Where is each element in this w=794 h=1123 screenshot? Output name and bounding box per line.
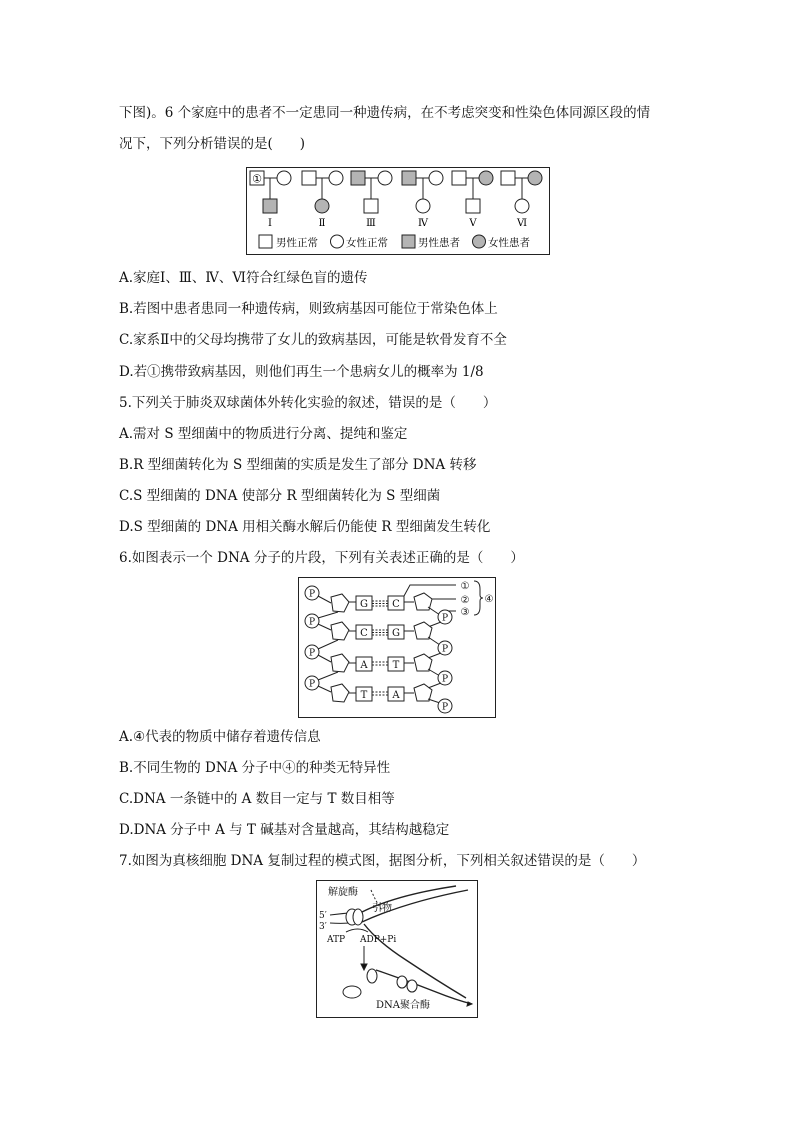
family-label-1: Ⅰ bbox=[268, 218, 272, 229]
svg-text:P: P bbox=[441, 613, 449, 624]
helicase-label: 解旋酶 bbox=[328, 887, 358, 898]
legend-male-affected: 男性患者 bbox=[418, 237, 460, 249]
label-2: ② bbox=[460, 595, 470, 606]
q4-stem-line2: 况下，下列分析错误的是( ) bbox=[119, 136, 306, 152]
legend-male-affected-icon bbox=[402, 235, 415, 248]
primer-label: 引物 bbox=[372, 903, 392, 914]
base-left-4: T bbox=[360, 690, 368, 701]
svg-text:P: P bbox=[308, 589, 316, 600]
base-right-3: T bbox=[392, 660, 400, 671]
label-3: ③ bbox=[460, 607, 470, 618]
label-4: ④ bbox=[484, 594, 494, 605]
q4-option-c: C.家系Ⅱ中的父母均携带了女儿的致病基因，可能是软骨发育不全 bbox=[119, 332, 507, 348]
legend-male-normal-icon bbox=[259, 235, 272, 248]
q4-option-d: D.若①携带致病基因，则他们再生一个患病女儿的概率为 1/8 bbox=[119, 364, 484, 380]
q6-option-a: A.④代表的物质中储存着遗传信息 bbox=[119, 729, 321, 745]
q4-option-a: A.家庭Ⅰ、Ⅲ、Ⅳ、Ⅵ符合红绿色盲的遗传 bbox=[119, 270, 368, 286]
base-right-1: C bbox=[392, 599, 400, 610]
q6-stem: 6.如图表示一个 DNA 分子的片段，下列有关表述正确的是（ ） bbox=[119, 550, 524, 566]
q4-option-b: B.若图中患者患同一种遗传病，则致病基因可能位于常染色体上 bbox=[119, 301, 498, 317]
proband-marker: ① bbox=[252, 172, 262, 186]
base-left-2: C bbox=[360, 628, 368, 639]
q6-option-c: C.DNA 一条链中的 A 数目一定与 T 数目相等 bbox=[119, 791, 395, 807]
family-label-4: Ⅳ bbox=[418, 218, 428, 229]
q5-option-c: C.S 型细菌的 DNA 使部分 R 型细菌转化为 S 型细菌 bbox=[119, 488, 441, 504]
q5-option-d: D.S 型细菌的 DNA 用相关酶水解后仍能使 R 型细菌发生转化 bbox=[119, 519, 491, 535]
legend-female-normal-icon bbox=[331, 235, 344, 248]
dna-fragment-figure bbox=[298, 577, 496, 718]
svg-text:P: P bbox=[441, 644, 449, 655]
q5-option-a: A.需对 S 型细菌中的物质进行分离、提纯和鉴定 bbox=[119, 426, 408, 442]
family-label-5: Ⅴ bbox=[469, 218, 477, 229]
svg-text:P: P bbox=[308, 648, 316, 659]
end-3-label: 3′ bbox=[319, 922, 327, 932]
svg-text:P: P bbox=[308, 679, 316, 690]
legend-female-affected-icon bbox=[473, 235, 486, 248]
base-right-4: A bbox=[392, 690, 400, 701]
q6-option-b: B.不同生物的 DNA 分子中④的种类无特异性 bbox=[119, 760, 391, 776]
legend-female-affected: 女性患者 bbox=[488, 237, 530, 249]
q5-option-b: B.R 型细菌转化为 S 型细菌的实质是发生了部分 DNA 转移 bbox=[119, 457, 477, 473]
legend-male-normal: 男性正常 bbox=[276, 237, 318, 249]
q6-option-d: D.DNA 分子中 A 与 T 碱基对含量越高，其结构越稳定 bbox=[119, 822, 450, 838]
base-left-1: G bbox=[360, 599, 368, 610]
polymerase-label: DNA聚合酶 bbox=[376, 1000, 430, 1011]
base-left-3: A bbox=[360, 660, 368, 671]
pedigree-figure bbox=[246, 167, 550, 255]
end-5-label: 5′ bbox=[319, 911, 327, 921]
q4-stem-line1: 下图)。6 个家庭中的患者不一定患同一种遗传病，在不考虑突变和性染色体同源区段的情 bbox=[119, 105, 651, 121]
legend-female-normal: 女性正常 bbox=[346, 237, 388, 249]
svg-text:P: P bbox=[441, 674, 449, 685]
svg-text:P: P bbox=[441, 702, 449, 713]
family-label-3: Ⅲ bbox=[366, 218, 376, 229]
q7-stem: 7.如图为真核细胞 DNA 复制过程的模式图，据图分析，下列相关叙述错误的是（ ） bbox=[119, 853, 646, 869]
adp-label: ADP+Pi bbox=[360, 935, 397, 945]
svg-text:P: P bbox=[308, 617, 316, 628]
base-right-2: G bbox=[392, 628, 400, 639]
atp-label: ATP bbox=[327, 935, 346, 945]
dna-replication-figure bbox=[316, 880, 478, 1018]
family-label-2: Ⅱ bbox=[318, 218, 326, 229]
q5-stem: 5.下列关于肺炎双球菌体外转化实验的叙述，错误的是（ ） bbox=[119, 395, 497, 411]
label-1: ① bbox=[460, 581, 470, 592]
family-label-6: Ⅵ bbox=[516, 218, 528, 229]
